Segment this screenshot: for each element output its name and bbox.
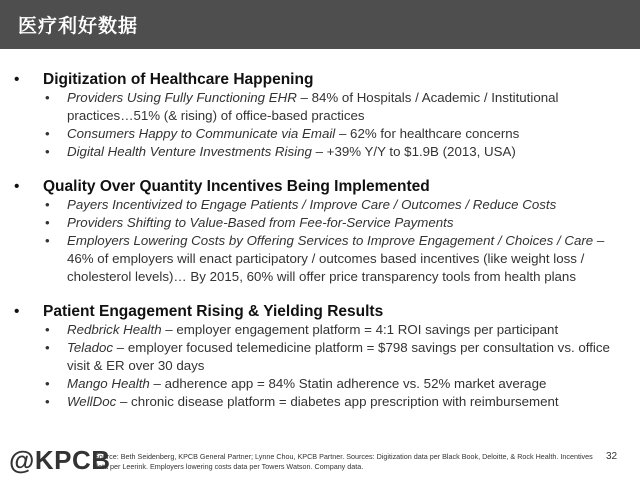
list-item: • Providers Using Fully Functioning EHR – 84% of Hospitals / Academic / Institutional practices…51% (& rising) of office-based practices: [45, 90, 559, 123]
bullet-icon: •: [45, 126, 50, 141]
list-item: • Mango Health – adherence app = 84% Statin adherence vs. 52% market average: [45, 376, 547, 391]
section-digitization: [0, 70, 640, 161]
bullet-icon: •: [45, 322, 50, 337]
bullet-icon: •: [45, 197, 50, 212]
section-heading: • Quality Over Quantity Incentives Being Implemented: [14, 178, 430, 195]
list-item: • Employers Lowering Costs by Offering Services to Improve Engagement / Choices / Care – 46% of employers will enact participatory / outcomes based incentives (like weight loss / cholesterol levels)… By 2015, 60% will offer price transparency tools from health plans: [45, 233, 605, 284]
bullet-icon: •: [45, 233, 50, 248]
section-patient-engagement: [0, 302, 640, 411]
bullet-icon: •: [14, 303, 20, 320]
kpcb-logo: @KPCB: [9, 445, 111, 475]
slide-header: [0, 0, 640, 49]
list-item: • Teladoc – employer focused telemedicine platform = $798 savings per consultation vs. office visit & ER over 30 days: [45, 340, 610, 373]
page-number: 32: [606, 451, 618, 462]
bullet-icon: •: [45, 394, 50, 409]
bullet-icon: •: [45, 340, 50, 355]
source-note: Source: Beth Seidenberg, KPCB General Partner; Lynne Chou, KPCB Partner. Sources: Digitization data per Black Book, Deloitte, & Rock Health. Incentives data per Leerink. Employers lowering costs data per Towers Watson. Company data.: [94, 452, 593, 471]
section-heading: • Patient Engagement Rising & Yielding Results: [14, 303, 384, 320]
list-item: • Redbrick Health – employer engagement platform = 4:1 ROI savings per participant: [45, 322, 559, 337]
list-item: • WellDoc – chronic disease platform = diabetes app prescription with reimbursement: [45, 394, 559, 409]
slide-content: [0, 70, 640, 427]
section-quality-incentives: [0, 177, 640, 286]
bullet-icon: •: [45, 90, 50, 105]
bullet-icon: •: [45, 376, 50, 391]
list-item: • Digital Health Venture Investments Rising – +39% Y/Y to $1.9B (2013, USA): [45, 144, 516, 159]
list-item: • Consumers Happy to Communicate via Email – 62% for healthcare concerns: [45, 126, 520, 141]
list-item: • Payers Incentivized to Engage Patients / Improve Care / Outcomes / Reduce Costs: [45, 197, 557, 212]
bullet-icon: •: [45, 215, 50, 230]
slide-title: 医疗利好数据: [18, 15, 139, 37]
bullet-icon: •: [14, 71, 20, 88]
bullet-icon: •: [45, 144, 50, 159]
section-heading: • Digitization of Healthcare Happening: [14, 71, 314, 88]
bullet-icon: •: [14, 178, 20, 195]
list-item: • Providers Shifting to Value-Based from Fee-for-Service Payments: [45, 215, 454, 230]
